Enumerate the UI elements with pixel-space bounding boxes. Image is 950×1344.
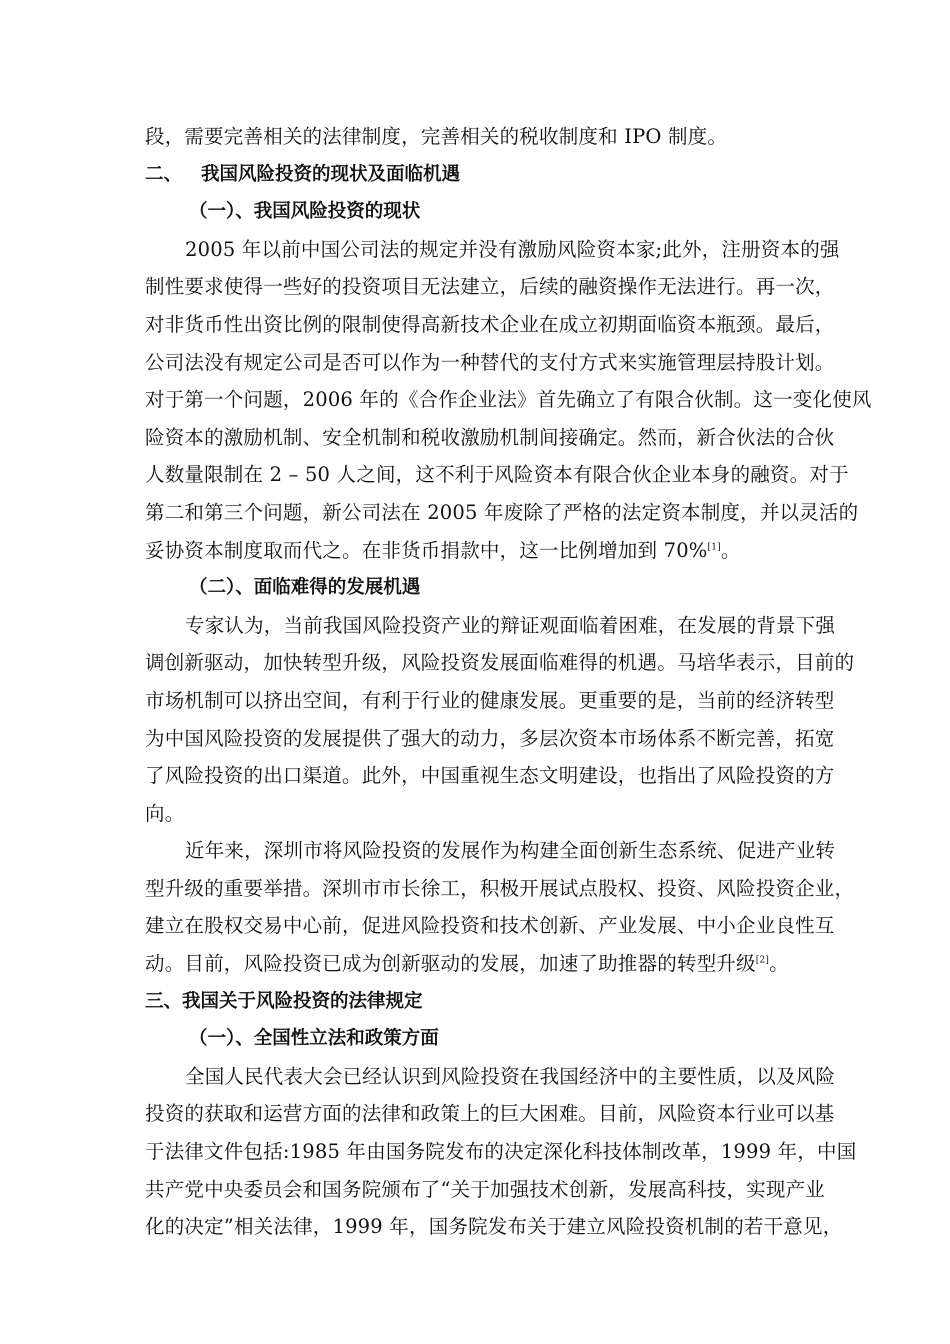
citation-ref: [2]: [755, 955, 770, 966]
paragraph-line: 了风险投资的出口渠道。此外，中国重视生态文明建设，也指出了风险投资的方: [145, 764, 835, 788]
paragraph-line: [145, 532, 813, 570]
paragraph-line: 化的决定”相关法律，1999 年，国务院发布关于建立风险投资机制的若干意见，: [145, 1215, 843, 1239]
line-end: 。: [720, 538, 741, 562]
section-heading-2: [145, 156, 813, 194]
paragraph-line: 人数量限制在 2 – 50 人之间，这不利于风险资本有限合伙企业本身的融资。对于: [145, 463, 849, 487]
paragraph-line: 专家认为，当前我国风险投资产业的辩证观面临着困难，在发展的背景下强: [185, 613, 836, 637]
paragraph-line: 建立在股权交易中心前，促进风险投资和技术创新、产业发展、中小企业良性互: [145, 914, 835, 938]
paragraph-line: 对于第一个问题，2006 年的《合作企业法》首先确立了有限合伙制。这一变化使风: [145, 388, 872, 412]
paragraph-line: 公司法没有规定公司是否可以作为一种替代的支付方式来实施管理层持股计划。: [145, 350, 835, 374]
paragraph-line: [145, 945, 813, 983]
paragraph-line: 第二和第三个问题，新公司法在 2005 年废除了严格的法定资本制度，并以灵活的: [145, 500, 859, 524]
line-text: 妥协资本制度取而代之。在非货币捐款中，这一比例增加到 70%: [145, 538, 708, 562]
paragraph-line: 全国人民代表大会已经认识到风险投资在我国经济中的主要性质，以及风险: [185, 1064, 836, 1088]
section-heading-3: 三、我国关于风险投资的法律规定: [145, 990, 423, 1012]
line-text: 动。目前，风险投资已成为创新驱动的发展，加速了助推器的转型升级: [145, 952, 756, 976]
paragraph-line: 2005 年以前中国公司法的规定并没有激励风险资本家;此外，注册资本的强: [185, 237, 840, 261]
paragraph-current-status: [145, 231, 872, 569]
document-page: [145, 118, 872, 1246]
paragraph-line: 向。: [145, 801, 185, 825]
paragraph-line: 市场机制可以挤出空间，有利于行业的健康发展。更重要的是，当前的经济转型: [145, 688, 835, 712]
paragraph-line: 段，需要完善相关的法律制度，完善相关的税收制度和 IPO 制度。: [145, 125, 728, 148]
subsection-heading: （一）、全国性立法和政策方面: [189, 1028, 439, 1050]
paragraph-line: 投资的获取和运营方面的法律和政策上的巨大困难。目前，风险资本行业可以基: [145, 1102, 835, 1126]
paragraph-line: 型升级的重要举措。深圳市市长徐工，积极开展试点股权、投资、风险投资企业，: [145, 876, 855, 900]
section-title: 我国风险投资的现状及面临机遇: [201, 163, 461, 185]
subsection-heading: （一）、我国风险投资的现状: [189, 201, 421, 223]
paragraph-national-legislation: [145, 1058, 857, 1246]
subsection-heading: （二）、面临难得的发展机遇: [189, 577, 421, 599]
citation-ref: [1]: [707, 542, 721, 553]
section-number: 二、: [145, 163, 183, 185]
paragraph-opportunities: [145, 607, 855, 833]
paragraph-line: 制性要求使得一些好的投资项目无法建立，后续的融资操作无法进行。再一次，: [145, 275, 835, 299]
paragraph-line: 对非货币性出资比例的限制使得高新技术企业在成立初期面临资本瓶颈。最后，: [145, 312, 835, 336]
paragraph-line: 近年来，深圳市将风险投资的发展作为构建全面创新生态系统、促进产业转: [185, 839, 836, 863]
paragraph-line: 于法律文件包括:1985 年由国务院发布的决定深化科技体制改革，1999 年，中国: [145, 1140, 857, 1164]
paragraph-shenzhen: [145, 832, 855, 982]
paragraph-line: 险资本的激励机制、安全机制和税收激励机制间接确定。然而，新合伙法的合伙: [145, 425, 835, 449]
paragraph-line: 为中国风险投资的发展提供了强大的动力，多层次资本市场体系不断完善，拓宽: [145, 726, 835, 750]
line-end: 。: [769, 952, 789, 976]
paragraph-line: 调创新驱动，加快转型升级，风险投资发展面临难得的机遇。马培华表示，目前的: [145, 651, 855, 675]
paragraph-line: 共产党中央委员会和国务院颁布了“关于加强技术创新，发展高科技，实现产业: [145, 1177, 825, 1201]
